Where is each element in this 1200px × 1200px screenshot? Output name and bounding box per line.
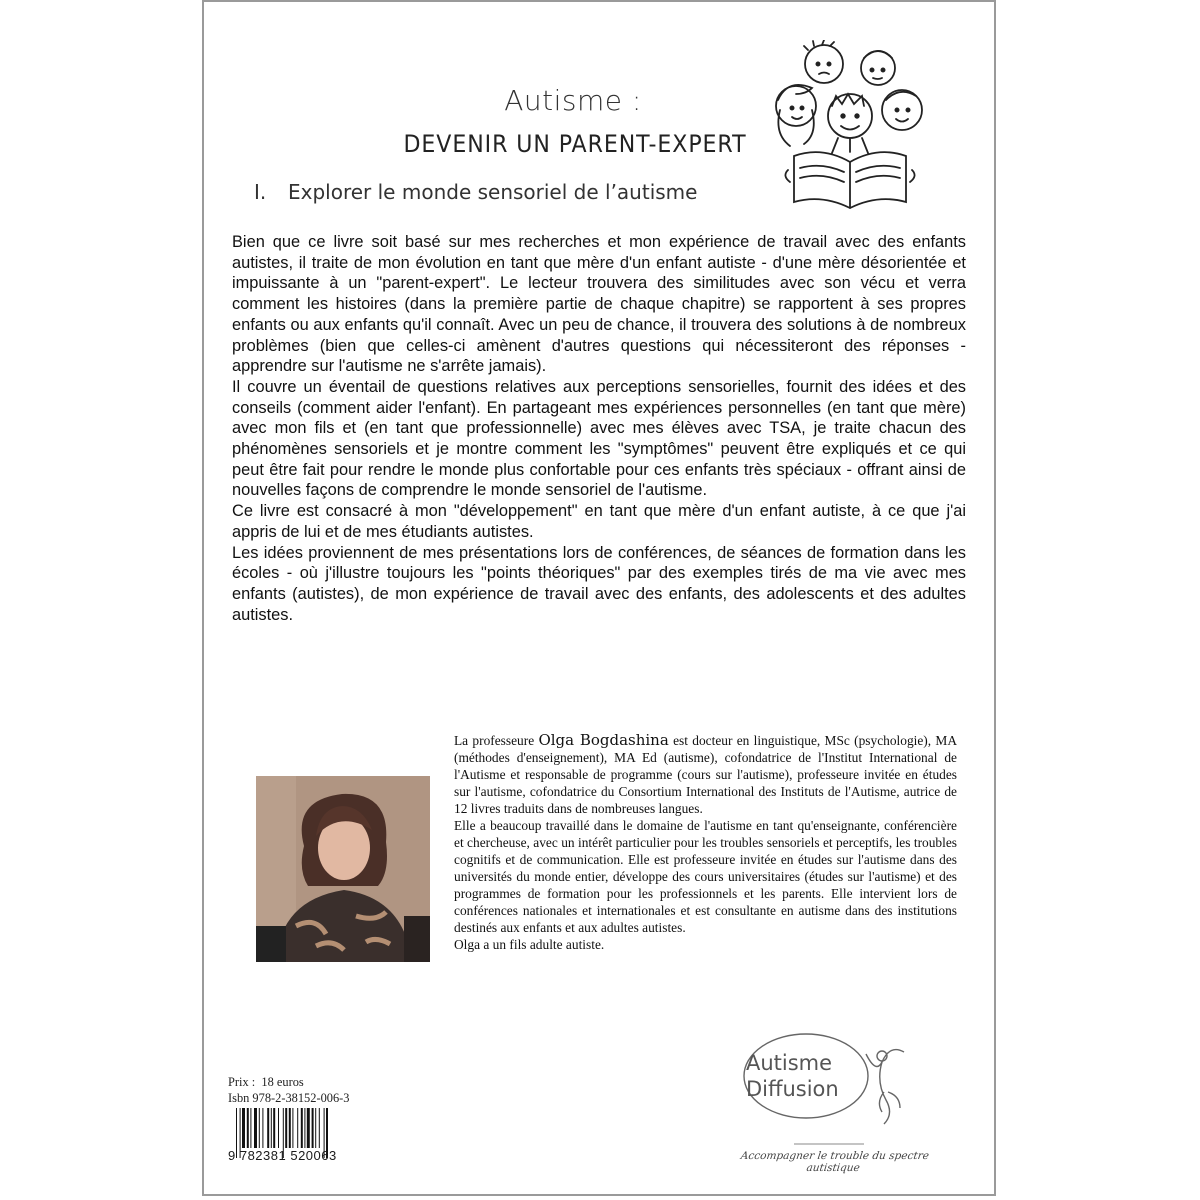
- book-title-line1: Autisme :: [504, 84, 642, 117]
- barcode-bar: [307, 1108, 310, 1148]
- author-photo: [256, 776, 430, 962]
- children-reading-illustration: [770, 40, 930, 210]
- barcode-bar: [250, 1108, 251, 1148]
- book-description: [232, 232, 966, 625]
- publisher-logo: [742, 1032, 922, 1132]
- barcode-bar: [278, 1108, 279, 1148]
- price-value: 18 euros: [261, 1075, 304, 1089]
- barcode-bar: [315, 1108, 316, 1148]
- isbn-text: Isbn 978-2-38152-006-3: [228, 1091, 350, 1105]
- bio-prefix: La professeure: [454, 733, 539, 748]
- price-label: Prix :: [228, 1075, 256, 1089]
- barcode-bar: [304, 1108, 305, 1148]
- description-paragraph: Ce livre est consacré à mon "développement" en tant que mère d'un enfant autiste, à ce que j'ai appris de lui et de mes étudiants autistes.: [232, 502, 966, 541]
- book-subtitle: [254, 180, 697, 204]
- description-paragraph: Bien que ce livre soit basé sur mes recherches et mon expérience de travail avec des enfants autistes, il traite de mon évolution en tant que mère d'un enfant autiste - d'une mère désorientée et impuissante à un "parent-expert". Le lecteur trouvera des similitudes avec son vécu et verra comment les histoires (dans la première partie de chaque chapitre) se rapportent à ses propres enfants ou aux enfants qu'il connaît. Avec un peu de chance, il trouvera des solutions à de nombreux problèmes (bien que celles-ci amènent d'autres questions qui nécessiteront des réponses - apprendre sur l'autisme ne s'arrête jamais).: [232, 233, 966, 376]
- barcode-bar: [247, 1108, 249, 1148]
- barcode-number: 9 782381 520063: [228, 1148, 337, 1163]
- logo-line2: Diffusion: [746, 1077, 839, 1101]
- barcode-bar: [312, 1108, 314, 1148]
- barcode-bar: [273, 1108, 275, 1148]
- price-block: [228, 1074, 349, 1106]
- description-paragraph: Les idées proviennent de mes présentations lors de conférences, de séances de formation dans les écoles - où j'illustre toujours les "points théoriques" par des exemples tirés de ma vie avec mes enfants (autistes), de mon expérience de travail avec des enfants, des adolescents et des adultes autistes.: [232, 543, 966, 624]
- barcode-bar: [254, 1108, 257, 1148]
- barcode-bar: [271, 1108, 272, 1148]
- author-name: Olga Bogdashina: [538, 731, 669, 749]
- subtitle-text: Explorer le monde sensoriel de l’autisme: [288, 180, 698, 204]
- publisher-tagline: Accompagner le trouble du spectre autistique: [740, 1150, 930, 1174]
- bio-paragraph: Olga a un fils adulte autiste.: [454, 937, 605, 952]
- barcode-bar: [262, 1108, 263, 1148]
- barcode-bar: [319, 1108, 320, 1148]
- tagline-divider: [794, 1142, 864, 1146]
- barcode-bar: [267, 1108, 269, 1148]
- barcode-bar: [289, 1108, 291, 1148]
- barcode-bar: [292, 1108, 293, 1148]
- subtitle-number: I.: [254, 180, 267, 204]
- bio-paragraph: Elle a beaucoup travaillé dans le domaine de l'autisme en tant qu'enseignante, conférencière et chercheuse, avec un intérêt particulier pour les troubles sensoriels et perceptifs, les troubles cognitifs et de communication. Elle est professeure invitée en études sur l'autisme dans des universités du monde entier, développe des cours universitaires (études sur l'autisme) et des programmes de formation pour les professionnels et les parents. Elle intervient lors de conférences nationales et internationales et est consultante en autisme dans des institutions destinés aux enfants et aux adultes autistes.: [454, 818, 957, 935]
- bio-paragraph: [454, 732, 957, 817]
- price-line: [228, 1074, 349, 1090]
- barcode-bar: [259, 1108, 260, 1148]
- barcode-bar: [297, 1108, 298, 1148]
- barcode-bar: [285, 1108, 287, 1148]
- book-back-cover: [202, 0, 996, 1196]
- author-bio: [454, 732, 957, 953]
- logo-line1: Autisme: [746, 1051, 833, 1075]
- bio-rest: est docteur en linguistique, MSc (psychologie), MA (méthodes d'enseignement), MA Ed (autisme), cofondatrice de l'Institut International de l'Autisme et responsable de programme (cours sur l'autisme), professeure invitée en études sur l'autisme, cofondatrice du Consortium International des Instituts de l'Autisme, autrice de 12 livres traduits dans de nombreuses langues.: [454, 733, 957, 816]
- description-paragraph: Il couvre un éventail de questions relatives aux perceptions sensorielles, fournit des idées et des conseils (comment aider l'enfant). En partageant mes expériences personnelles (en tant que mère) avec mon fils et (en tant que professionnelle) avec mes élèves avec TSA, je traite chacun des phénomènes sensoriels et je montre comment les "symptômes" peuvent être expliqués et ce qui peut être fait pour rendre le monde plus confortable pour ces enfants très spéciaux - offrant ainsi de nouvelles façons de comprendre le monde sensoriel de l'autisme.: [232, 377, 966, 500]
- barcode-bar: [242, 1108, 245, 1148]
- book-title-line2: DEVENIR UN PARENT-EXPERT: [403, 130, 747, 158]
- barcode-bar: [301, 1108, 303, 1148]
